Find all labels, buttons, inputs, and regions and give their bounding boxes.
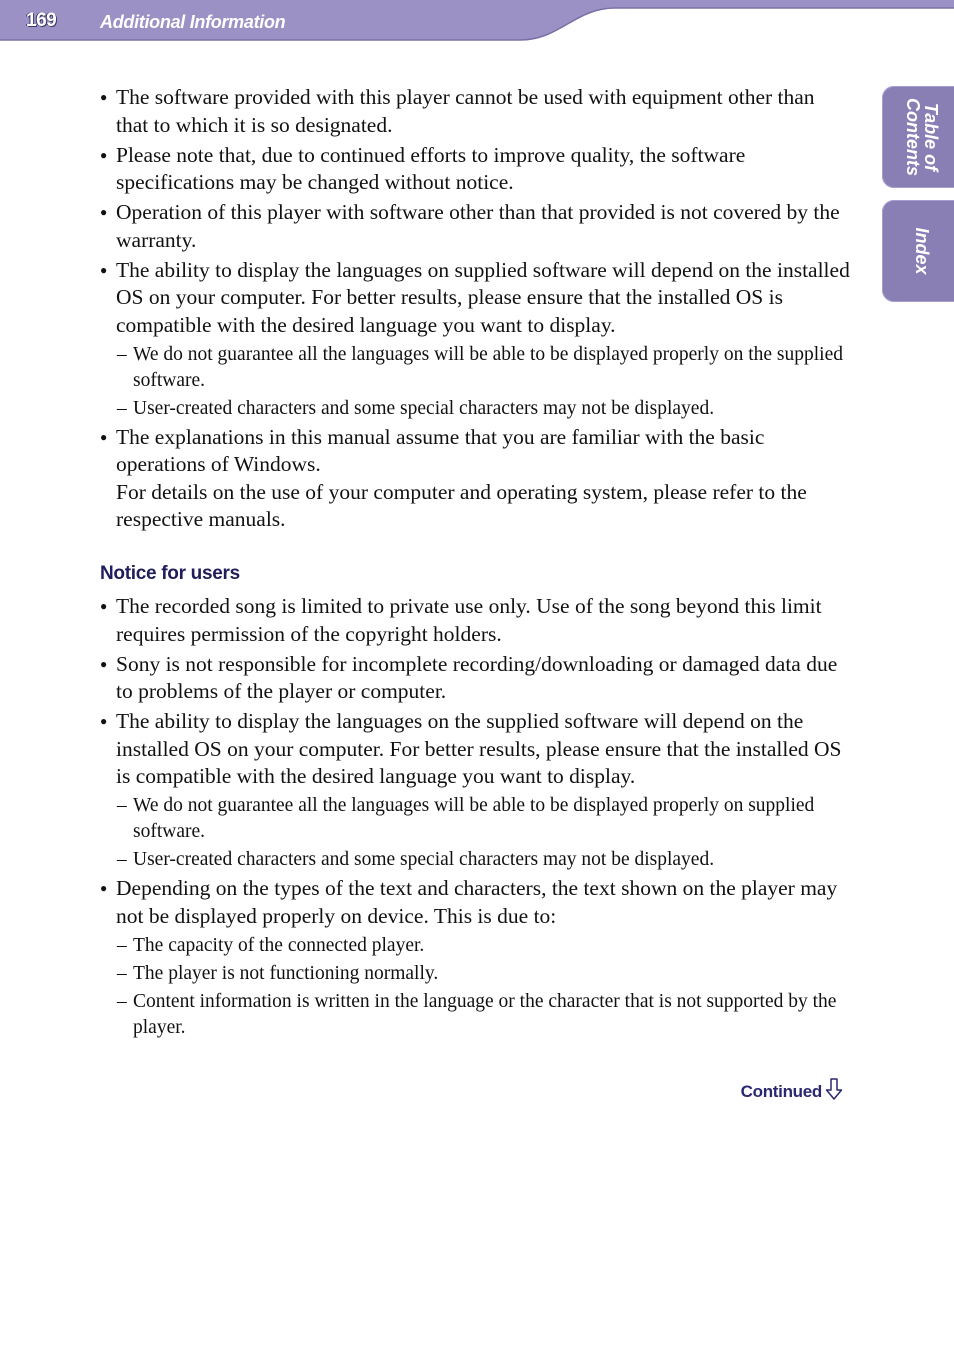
sub-list-item: – User-created characters and some special characters may not be displayed. xyxy=(100,396,850,422)
list-item: ● The ability to display the languages on the supplied software will depend on the installed OS on your computer. For better results, please ensure that the installed OS is compatible with the desired language you want to display. xyxy=(100,708,850,791)
list-item: ● The explanations in this manual assume that you are familiar with the basic operations of Windows. For details on the use of your computer and operating system, please refer to the respective manuals. xyxy=(100,424,850,534)
continued-label: Continued xyxy=(740,1082,822,1101)
list-item: ● The ability to display the languages on supplied software will depend on the installed OS on your computer. For better results, please ensure that the installed OS is compatible with the desired language you want to display. xyxy=(100,257,850,340)
list-item: ● Depending on the types of the text and characters, the text shown on the player may not be displayed properly on device. This is due to: xyxy=(100,875,850,930)
tab-index[interactable] xyxy=(882,200,954,302)
list-item: ● Sony is not responsible for incomplete recording/downloading or damaged data due to problems of the player or computer. xyxy=(100,651,850,706)
sub-list-item: – We do not guarantee all the languages will be able to be displayed properly on the supplied software. xyxy=(100,342,850,394)
sub-list-item: – User-created characters and some special characters may not be displayed. xyxy=(100,847,850,873)
main-content xyxy=(100,84,850,1043)
list-item: ● The recorded song is limited to private use only. Use of the song beyond this limit requires permission of the copyright holders. xyxy=(100,593,850,648)
section-title: Additional Information xyxy=(100,12,286,32)
page-number: 169 xyxy=(26,10,57,31)
list-item: ● Please note that, due to continued efforts to improve quality, the software specifications may be changed without notice. xyxy=(100,142,850,197)
sub-list-item: – We do not guarantee all the languages will be able to be displayed properly on supplied software. xyxy=(100,793,850,845)
sub-list-item: – The capacity of the connected player. xyxy=(100,933,850,959)
continued-link[interactable] xyxy=(741,1078,843,1105)
sub-list-item: – Content information is written in the language or the character that is not supported by the player. xyxy=(100,989,850,1041)
down-arrow-icon xyxy=(825,1078,843,1105)
list-item: ● Operation of this player with software other than that provided is not covered by the warranty. xyxy=(100,199,850,254)
notice-heading: Notice for users xyxy=(100,562,240,584)
list-item: ● The software provided with this player cannot be used with equipment other than that to which it is so designated. xyxy=(100,84,850,139)
tab-table-of-contents[interactable] xyxy=(882,86,954,188)
tab-toc-label: Table of Contents xyxy=(903,98,941,176)
tab-index-label: Index xyxy=(912,227,932,275)
sub-list-item: – The player is not functioning normally. xyxy=(100,961,850,987)
